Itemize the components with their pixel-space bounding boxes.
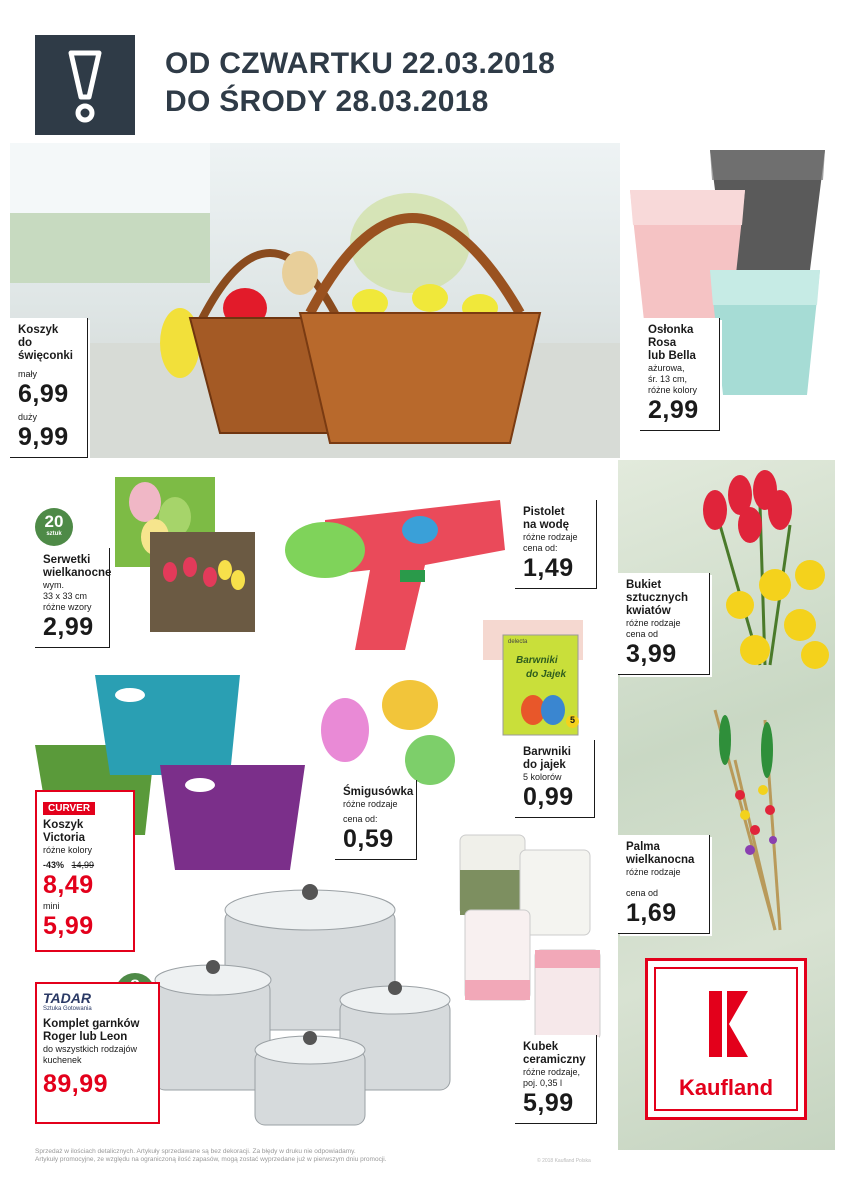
product-name: Koszyk <box>43 819 84 831</box>
price: 5,99 <box>43 912 94 940</box>
price: 89,99 <box>43 1070 109 1098</box>
label-smigusowka <box>335 780 417 860</box>
product-name: Kubek <box>523 1041 559 1053</box>
product-desc: wym. <box>43 580 64 590</box>
product-name: lub Bella <box>648 350 696 362</box>
label-oslonka <box>640 318 720 431</box>
price: 9,99 <box>18 423 69 451</box>
exclamation-logo <box>35 35 135 135</box>
brand-logo: TADAR <box>43 990 91 1006</box>
discount: -43% <box>43 860 65 870</box>
product-name: Victoria <box>43 832 85 844</box>
product-name: Koszyk <box>18 324 59 336</box>
label-palma <box>618 835 710 934</box>
price: 8,49 <box>43 871 94 899</box>
size-label: mały <box>18 369 38 379</box>
product-desc: kuchenek <box>43 1055 82 1065</box>
product-name: wielkanocne <box>43 567 112 579</box>
count-value: 20 <box>44 512 64 531</box>
product-name: ceramiczny <box>523 1054 586 1066</box>
napkins-photo <box>110 472 260 637</box>
label-pistolet <box>515 500 597 589</box>
product-desc: różne kolory <box>43 845 93 855</box>
price: 2,99 <box>648 396 699 424</box>
product-name: Pistolet <box>523 506 565 518</box>
pack-title: Barwniki <box>516 655 558 666</box>
date-from: OD CZWARTKU 22.03.2018 <box>165 47 556 80</box>
price: 6,99 <box>18 380 69 408</box>
pack-title: do Jajek <box>526 669 567 680</box>
product-name: Komplet garnków <box>43 1018 140 1030</box>
product-name: na wodę <box>523 519 570 531</box>
price: 1,69 <box>626 899 677 927</box>
product-desc: cena od: <box>523 543 558 553</box>
product-desc: różne rodzaje <box>343 799 398 809</box>
product-desc: śr. 13 cm, <box>648 374 688 384</box>
product-desc: cena od <box>626 629 659 639</box>
easter-baskets-photo <box>10 143 620 458</box>
size-label: duży <box>18 412 38 422</box>
product-name: kwiatów <box>626 605 671 617</box>
pack-brand: delecta <box>508 639 528 645</box>
product-desc: 5 kolorów <box>523 772 562 782</box>
product-desc: poj. 0,35 l <box>523 1078 563 1088</box>
product-desc: cena od: <box>343 814 378 824</box>
product-name: Roger lub Leon <box>43 1031 128 1043</box>
product-desc: różne rodzaje, <box>523 1067 581 1077</box>
label-koszyk-victoria <box>35 790 135 952</box>
size-label: mini <box>43 901 60 911</box>
easter-palm-photo <box>695 700 815 940</box>
price: 0,99 <box>523 783 574 811</box>
exclamation-icon <box>35 35 135 135</box>
label-barwniki <box>515 740 595 818</box>
product-name: Śmigusówka <box>343 786 414 798</box>
date-to: DO ŚRODY 28.03.2018 <box>165 85 489 118</box>
disclaimer-line: Sprzedaż w ilościach detalicznych. Artykuły sprzedawane są bez dekoracji. Za błędy w druku nie odpowiadamy. <box>35 1148 356 1155</box>
product-name: Bukiet <box>626 579 662 591</box>
brand-badge: CURVER <box>43 802 95 815</box>
product-desc: cena od <box>626 888 659 898</box>
kaufland-k-icon <box>656 969 802 1077</box>
label-garnki <box>35 982 160 1124</box>
price: 2,99 <box>43 613 94 641</box>
price: 3,99 <box>626 640 677 668</box>
count-unit: sztuk <box>46 531 62 537</box>
pack-count: 5 <box>566 715 579 728</box>
product-name: Serwetki <box>43 554 91 566</box>
product-desc: różne rodzaje <box>523 532 578 542</box>
cookware-set-photo <box>145 870 475 1130</box>
price: 0,59 <box>343 825 394 853</box>
egg-dye-photo <box>478 615 588 740</box>
count-badge <box>35 508 73 546</box>
product-name: do święconki <box>18 337 73 362</box>
product-desc: różne rodzaje <box>626 867 681 877</box>
product-desc: różne kolory <box>648 385 698 395</box>
product-desc: do wszystkich rodzajów <box>43 1044 138 1054</box>
product-name: wielkanocna <box>626 854 695 866</box>
label-bukiet <box>618 573 710 675</box>
price: 1,49 <box>523 554 574 582</box>
product-name: sztucznych <box>626 592 688 604</box>
disclaimer-line: Artykuły promocyjne, ze względu na ograniczoną ilość zapasów, mogą zostać wyprzedane już w pierwszym dniu promocji. <box>35 1156 387 1163</box>
kaufland-wordmark: Kaufland <box>678 1075 774 1100</box>
copyright: © 2018 Kaufland Polska <box>537 1158 591 1164</box>
product-name: Rosa <box>648 337 677 349</box>
product-desc: ażurowa, <box>648 363 685 373</box>
product-name: do jajek <box>523 759 566 771</box>
water-eggs-photo <box>315 670 475 790</box>
label-koszyk-swieconki <box>10 318 88 458</box>
product-desc: różne wzory <box>43 602 92 612</box>
product-name: Osłonka <box>648 324 694 336</box>
old-price: 14,99 <box>71 860 95 870</box>
product-name: Barwniki <box>523 746 571 758</box>
label-serwetki <box>35 548 110 648</box>
product-desc: 33 x 33 cm <box>43 591 88 601</box>
product-name: Palma <box>626 841 660 853</box>
promo-dates <box>165 45 555 121</box>
brand-tagline: Sztuka Gotowania <box>43 1006 92 1012</box>
kaufland-logo <box>645 958 807 1120</box>
price: 5,99 <box>523 1089 574 1117</box>
label-kubek <box>515 1035 597 1124</box>
product-desc: różne rodzaje <box>626 618 681 628</box>
footer-disclaimer <box>35 1148 387 1164</box>
